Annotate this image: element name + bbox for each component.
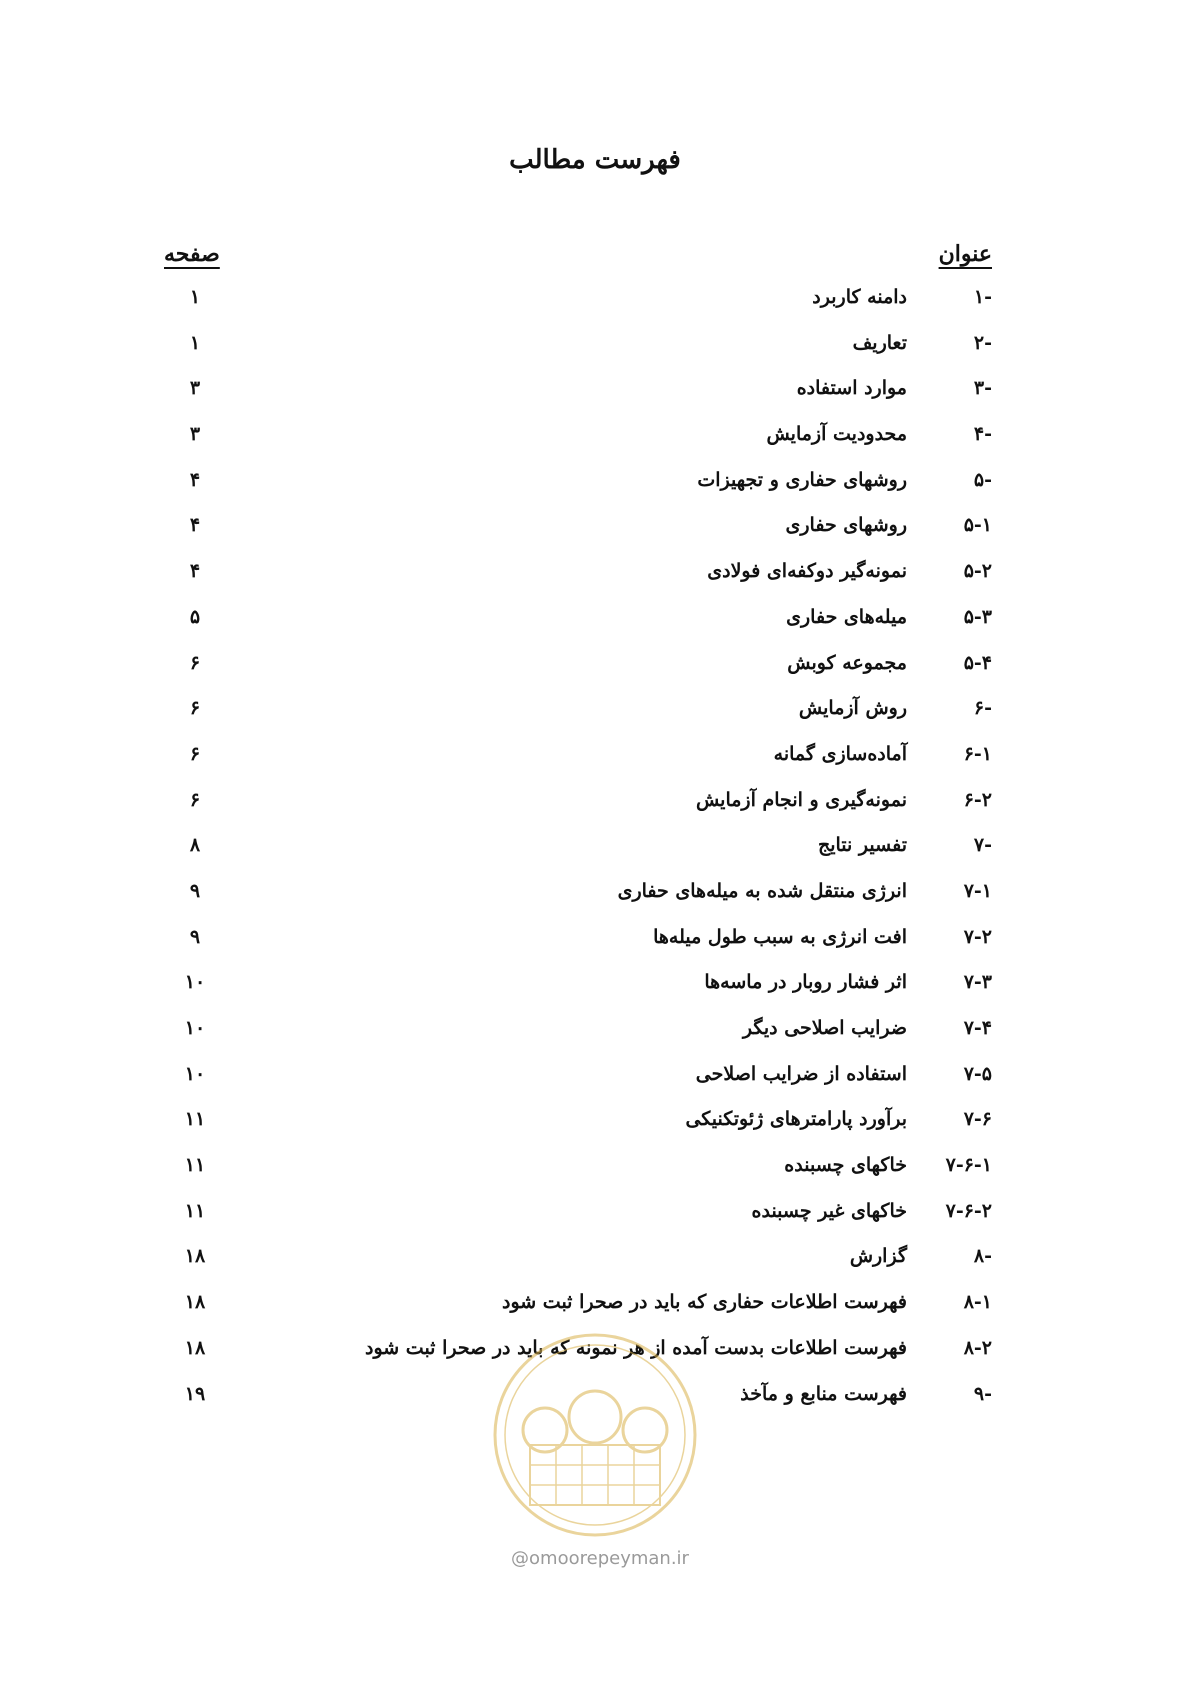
toc-page-number: ۸ [189,834,201,857]
toc-section-number: ۷-۳ [963,971,992,994]
toc-section-title: روشهای حفاری [785,514,907,537]
toc-page-number: ۱ [189,331,201,354]
toc-page-number: ۳ [189,377,201,400]
toc-row [0,1285,1190,1331]
toc-section-number: ۶-۱ [963,742,992,765]
toc-row [0,646,1190,692]
toc-section-number: -۸ [973,1245,992,1268]
toc-row [0,554,1190,600]
toc-section-number: ۵-۳ [963,605,992,628]
toc-row [0,371,1190,417]
toc-row [0,463,1190,509]
toc-section-title: خاکهای چسبنده [784,1154,907,1177]
toc-section-title: فهرست اطلاعات حفاری که باید در صحرا ثبت شود [501,1291,907,1314]
toc-row [0,417,1190,463]
toc-row [0,828,1190,874]
toc-section-title: آماده‌سازی گمانه [773,742,907,765]
toc-section-number: ۸-۱ [963,1291,992,1314]
toc-section-title: محدودیت آزمایش [766,423,907,446]
toc-page-number: ۹ [189,925,201,948]
toc-page-number: ۶ [189,697,201,720]
toc-section-number: ۷-۶-۱ [945,1154,992,1177]
toc-section-number: -۴ [973,423,992,446]
toc-section-number: ۸-۲ [963,1336,992,1359]
toc-section-number: -۹ [973,1382,992,1405]
toc-row [0,280,1190,326]
toc-row [0,783,1190,829]
toc-page-number: ۱۸ [184,1336,206,1359]
toc-row [0,1057,1190,1103]
toc-section-title: میله‌های حفاری [786,605,907,628]
toc-section-number: -۶ [973,697,992,720]
toc-section-number: -۱ [973,286,992,308]
toc-page-number: ۱۱ [184,1199,206,1222]
toc-section-title: تعاریف [852,331,907,354]
toc-page-number: ۱۱ [184,1154,206,1177]
toc-section-title: برآورد پارامترهای ژئوتکنیکی [685,1108,907,1131]
watermark-gear-center [569,1391,621,1443]
toc-page-number: ۱۰ [184,1017,206,1039]
toc-page-number: ۱۸ [184,1291,206,1314]
toc-page-number: ۶ [189,742,201,765]
toc-section-number: ۷-۱ [963,879,992,902]
toc-row [0,965,1190,1011]
watermark-url: @omoorepeyman.ir [511,1548,689,1569]
toc-row [0,600,1190,646]
toc-section-title: نمونه‌گیر دوکفه‌ای فولادی [707,560,907,583]
toc-section-number: ۶-۲ [963,788,992,811]
toc-section-title: خاکهای غیر چسبنده [751,1199,907,1222]
toc-row [0,920,1190,966]
toc-page-number: ۹ [189,879,201,902]
toc-row [0,1011,1190,1057]
watermark-grid [530,1445,660,1505]
toc-section-title: مجموعه کوبش [787,651,907,674]
toc-section-title: روش آزمایش [798,697,907,720]
toc-section-number: ۷-۶ [963,1108,992,1131]
toc-section-number: ۷-۵ [963,1062,992,1085]
toc-section-title: انرژی منتقل شده به میله‌های حفاری [617,879,907,902]
toc-row [0,737,1190,783]
toc-section-title: فهرست منابع و مآخذ [740,1382,907,1405]
toc-page-number: ۶ [189,651,201,674]
toc-page-number: ۱۰ [184,1062,206,1085]
toc-page-number: ۱۸ [184,1245,206,1268]
toc-row [0,1239,1190,1285]
toc-page-number: ۳ [189,423,201,446]
toc-row [0,1194,1190,1240]
toc-section-number: ۷-۲ [963,925,992,948]
toc-section-number: -۲ [973,331,992,354]
toc-section-title: اثر فشار روبار در ماسه‌ها [704,971,907,994]
toc-page-number: ۱۱ [184,1108,206,1131]
toc-section-title: فهرست اطلاعات بدست آمده از هر نمونه که باید در صحرا ثبت شود [364,1336,907,1359]
toc-section-number: ۵-۲ [963,560,992,583]
toc-row [0,326,1190,372]
toc-page-number: ۱۰ [184,971,206,994]
toc-page-number: ۴ [189,560,201,583]
toc-section-title: افت انرژی به سبب طول میله‌ها [653,925,907,948]
column-header-title: عنوان [938,241,992,267]
toc-list [0,280,1190,1422]
toc-page-number: ۱ [189,286,201,308]
toc-section-title: نمونه‌گیری و انجام آزمایش [695,788,907,811]
toc-section-number: ۵-۱ [963,514,992,537]
toc-section-title: تفسیر نتایج [817,834,907,857]
toc-row [0,1148,1190,1194]
toc-section-title: گزارش [849,1245,907,1268]
toc-section-title: روشهای حفاری و تجهیزات [697,468,907,491]
toc-section-title: ضرایب اصلاحی دیگر [742,1017,907,1039]
toc-page-number: ۴ [189,514,201,537]
column-header-page: صفحه [164,241,220,267]
page-title: فهرست مطالب [509,145,681,175]
toc-row [0,874,1190,920]
toc-row [0,691,1190,737]
toc-section-number: -۵ [973,468,992,491]
toc-page-number: ۶ [189,788,201,811]
toc-section-title: استفاده از ضرایب اصلاحی [695,1062,907,1085]
watermark-ring-inner [505,1345,685,1525]
watermark-logo [485,1325,705,1575]
toc-section-number: ۷-۶-۲ [945,1199,992,1222]
toc-section-number: ۷-۴ [963,1017,992,1039]
toc-section-number: -۳ [973,377,992,400]
toc-section-number: ۵-۴ [963,651,992,674]
toc-row [0,508,1190,554]
toc-row [0,1102,1190,1148]
toc-page-number: ۵ [189,605,201,628]
toc-page-number: ۱۹ [184,1382,206,1405]
toc-section-title: موارد استفاده [796,377,907,400]
toc-section-title: دامنه کاربرد [812,286,907,308]
toc-page-number: ۴ [189,468,201,491]
toc-section-number: -۷ [973,834,992,857]
